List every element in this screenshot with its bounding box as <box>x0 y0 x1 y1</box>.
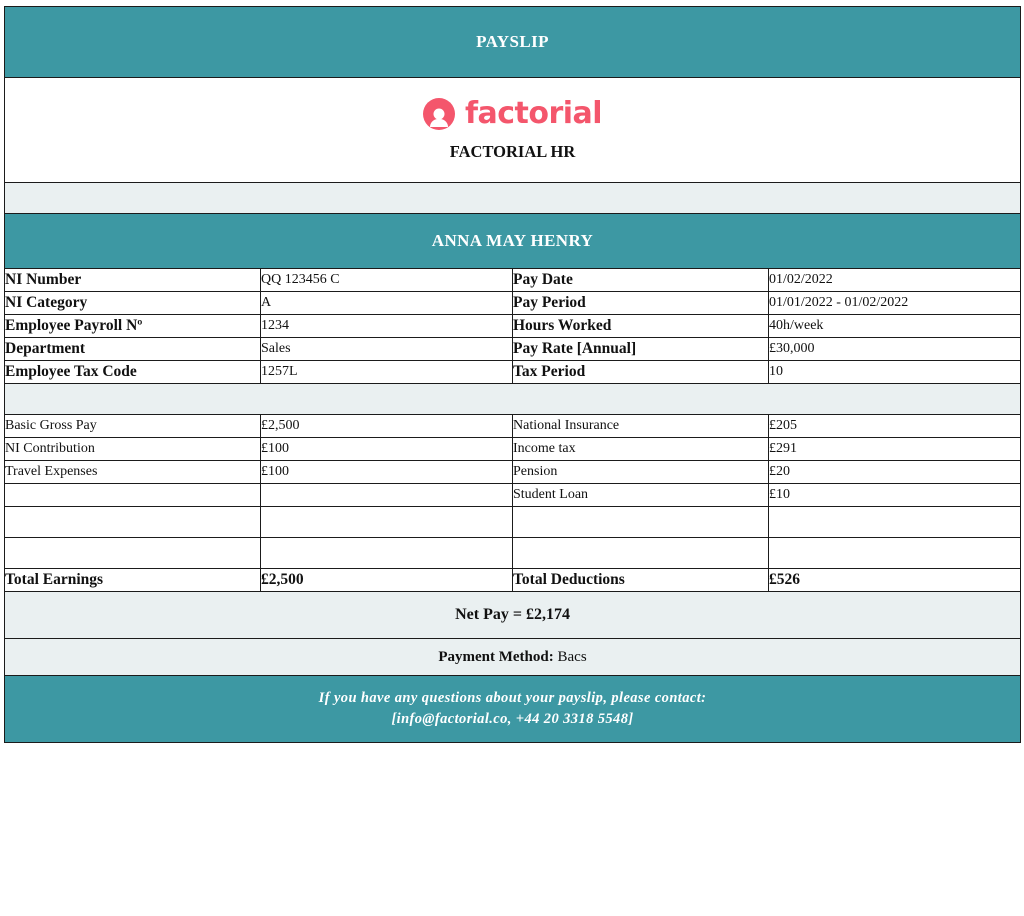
payment-method-value: Bacs <box>557 648 587 665</box>
totals-row <box>5 569 1021 592</box>
detail-label: Employee Tax Code <box>5 361 261 384</box>
earning-label: Basic Gross Pay <box>5 415 261 438</box>
detail-label: Pay Rate [Annual] <box>513 338 769 361</box>
deduction-label: National Insurance <box>513 415 769 438</box>
detail-label: NI Number <box>5 269 261 292</box>
deduction-value: £205 <box>769 415 1021 438</box>
detail-value: 01/01/2022 - 01/02/2022 <box>769 292 1021 315</box>
net-pay-row <box>5 592 1021 639</box>
detail-value: 1234 <box>261 315 513 338</box>
net-pay-value: Net Pay = £2,174 <box>5 592 1021 639</box>
amount-row <box>5 415 1021 438</box>
spacer-row-1 <box>5 183 1021 214</box>
detail-label: Employee Payroll Nº <box>5 315 261 338</box>
deduction-label: Pension <box>513 461 769 484</box>
detail-label: Tax Period <box>513 361 769 384</box>
contact-footer-line1: If you have any questions about your payslip, please contact: <box>318 689 707 706</box>
spacer-band <box>5 183 1021 214</box>
earning-label <box>5 507 261 538</box>
amount-row-empty <box>5 507 1021 538</box>
detail-value: QQ 123456 C <box>261 269 513 292</box>
detail-label: Department <box>5 338 261 361</box>
payment-method-label: Payment Method: <box>438 648 554 665</box>
deduction-label <box>513 538 769 569</box>
detail-value: 1257L <box>261 361 513 384</box>
amount-row <box>5 438 1021 461</box>
detail-label: NI Category <box>5 292 261 315</box>
deduction-value <box>769 538 1021 569</box>
company-logo-cell <box>5 78 1021 183</box>
detail-value: 40h/week <box>769 315 1021 338</box>
earning-label <box>5 538 261 569</box>
spacer-row-2 <box>5 384 1021 415</box>
payslip-title: PAYSLIP <box>5 7 1021 78</box>
detail-row <box>5 292 1021 315</box>
earning-label: Travel Expenses <box>5 461 261 484</box>
detail-value: 01/02/2022 <box>769 269 1021 292</box>
total-deductions-value: £526 <box>769 569 1021 592</box>
earning-value: £2,500 <box>261 415 513 438</box>
detail-value: £30,000 <box>769 338 1021 361</box>
amount-row <box>5 484 1021 507</box>
detail-label: Hours Worked <box>513 315 769 338</box>
deduction-value: £291 <box>769 438 1021 461</box>
earning-label <box>5 484 261 507</box>
payslip-table <box>4 6 1021 743</box>
company-name: FACTORIAL HR <box>449 142 576 161</box>
detail-label: Pay Period <box>513 292 769 315</box>
detail-value: A <box>261 292 513 315</box>
payment-method-cell <box>5 639 1021 676</box>
factorial-logo-icon <box>423 98 455 130</box>
contact-footer-line2: [info@factorial.co, +44 20 3318 5548] <box>391 711 634 727</box>
amount-row-empty <box>5 538 1021 569</box>
spacer-band <box>5 384 1021 415</box>
deduction-value <box>769 507 1021 538</box>
employee-name: ANNA MAY HENRY <box>5 214 1021 269</box>
employee-name-row <box>5 214 1021 269</box>
title-banner-row <box>5 7 1021 78</box>
earning-value <box>261 484 513 507</box>
detail-value: Sales <box>261 338 513 361</box>
deduction-label <box>513 507 769 538</box>
deduction-value: £20 <box>769 461 1021 484</box>
total-earnings-value: £2,500 <box>261 569 513 592</box>
brand-lockup <box>5 98 1020 130</box>
payment-method-row <box>5 639 1021 676</box>
total-deductions-label: Total Deductions <box>513 569 769 592</box>
detail-row <box>5 361 1021 384</box>
footer-row <box>5 676 1021 743</box>
total-earnings-label: Total Earnings <box>5 569 261 592</box>
detail-row <box>5 338 1021 361</box>
earning-value: £100 <box>261 461 513 484</box>
detail-row <box>5 269 1021 292</box>
earning-label: NI Contribution <box>5 438 261 461</box>
detail-label: Pay Date <box>513 269 769 292</box>
brand-wordmark: factorial <box>464 96 603 131</box>
logo-row <box>5 78 1021 183</box>
deduction-label: Income tax <box>513 438 769 461</box>
deduction-value: £10 <box>769 484 1021 507</box>
amount-row <box>5 461 1021 484</box>
detail-value: 10 <box>769 361 1021 384</box>
detail-row <box>5 315 1021 338</box>
deduction-label: Student Loan <box>513 484 769 507</box>
earning-value <box>261 507 513 538</box>
earning-value: £100 <box>261 438 513 461</box>
earning-value <box>261 538 513 569</box>
contact-footer <box>5 676 1021 743</box>
